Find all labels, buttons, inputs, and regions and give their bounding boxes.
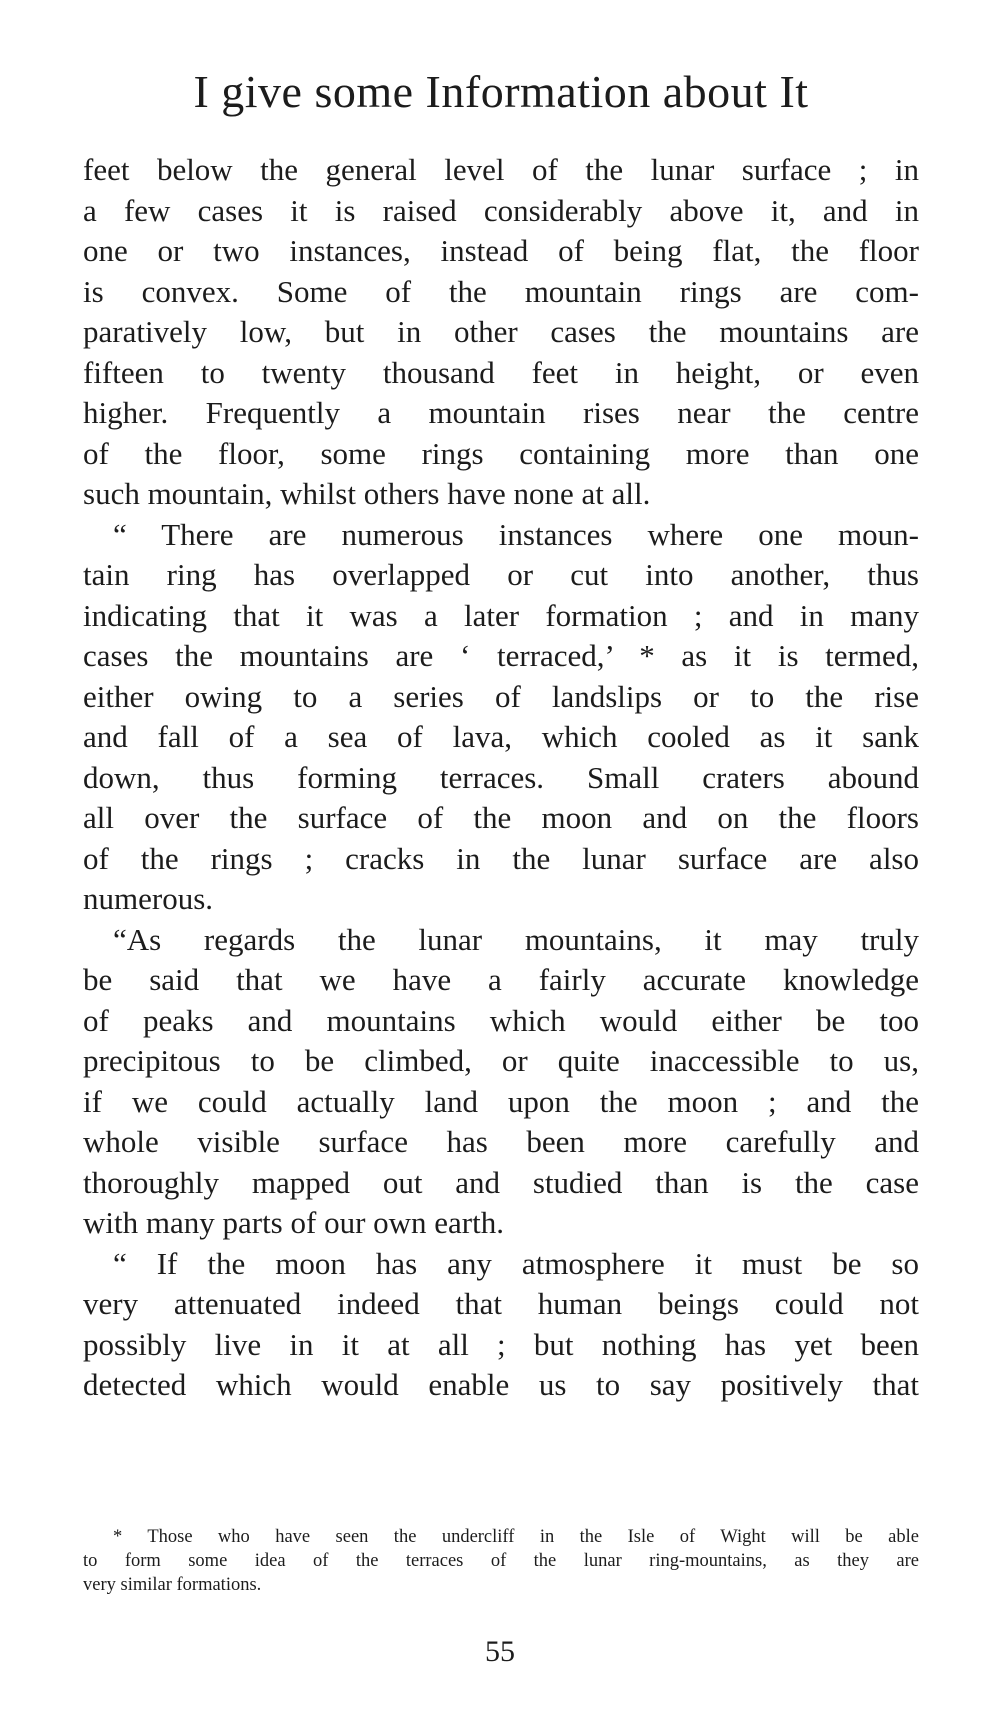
text-line: higher. Frequently a mountain rises near the centre <box>83 395 919 430</box>
paragraph-1 <box>83 150 919 515</box>
text-line: one or two instances, instead of being flat, the floor <box>83 233 919 268</box>
text-line: “As regards the lunar mountains, it may truly <box>113 921 919 957</box>
footnote <box>83 1525 919 1597</box>
paragraph-2 <box>83 515 919 920</box>
footnote-line: very similar formations. <box>83 1575 262 1595</box>
text-line: with many parts of our own earth. <box>83 1205 504 1240</box>
text-line: cases the mountains are ‘ terraced,’ * as it is termed, <box>83 638 919 673</box>
text-line: indicating that it was a later formation ; and in many <box>83 597 919 633</box>
text-line: be said that we have a fairly accurate knowledge <box>83 962 919 997</box>
text-line: of the floor, some rings containing more than one <box>83 435 919 471</box>
text-line: precipitous to be climbed, or quite inaccessible to us, <box>83 1043 919 1078</box>
text-line: paratively low, but in other cases the mountains are <box>83 314 919 349</box>
text-line: tain ring has overlapped or cut into another, thus <box>83 557 919 592</box>
text-line: numerous. <box>83 881 214 916</box>
text-line: such mountain, whilst others have none at all. <box>83 476 651 511</box>
text-line: very attenuated indeed that human beings could not <box>83 1286 919 1321</box>
text-line: if we could actually land upon the moon ; and the <box>83 1083 919 1119</box>
text-line: feet below the general level of the lunar surface ; in <box>83 152 919 187</box>
page-number: 55 <box>485 1635 515 1668</box>
paragraph-3 <box>83 920 919 1244</box>
paragraph-4 <box>83 1244 919 1406</box>
text-line: a few cases it is raised considerably above it, and in <box>83 192 919 228</box>
body-text <box>83 150 919 1406</box>
text-line: “ There are numerous instances where one moun- <box>113 516 919 552</box>
text-line: is convex. Some of the mountain rings are com- <box>83 273 919 309</box>
text-line: either owing to a series of landslips or to the rise <box>83 678 919 714</box>
text-line: thoroughly mapped out and studied than is the case <box>83 1164 919 1200</box>
footnote-line: * Those who have seen the undercliff in the Isle of Wight will be able <box>113 1527 919 1547</box>
running-title: I give some Information about It <box>193 66 809 117</box>
text-line: all over the surface of the moon and on the floors <box>83 800 919 835</box>
text-line: whole visible surface has been more carefully and <box>83 1124 919 1159</box>
text-line: possibly live in it at all ; but nothing has yet been <box>83 1326 919 1362</box>
footnote-line: to form some idea of the terraces of the lunar ring-mountains, as they are <box>83 1551 919 1571</box>
text-line: of peaks and mountains which would either be too <box>83 1002 919 1038</box>
text-line: detected which would enable us to say positively that <box>83 1367 919 1402</box>
text-line: fifteen to twenty thousand feet in height, or even <box>83 354 919 390</box>
text-line: “ If the moon has any atmosphere it must be so <box>113 1245 919 1281</box>
text-line: down, thus forming terraces. Small craters abound <box>83 759 919 795</box>
text-line: and fall of a sea of lava, which cooled as it sank <box>83 719 919 754</box>
text-line: of the rings ; cracks in the lunar surface are also <box>83 840 919 876</box>
